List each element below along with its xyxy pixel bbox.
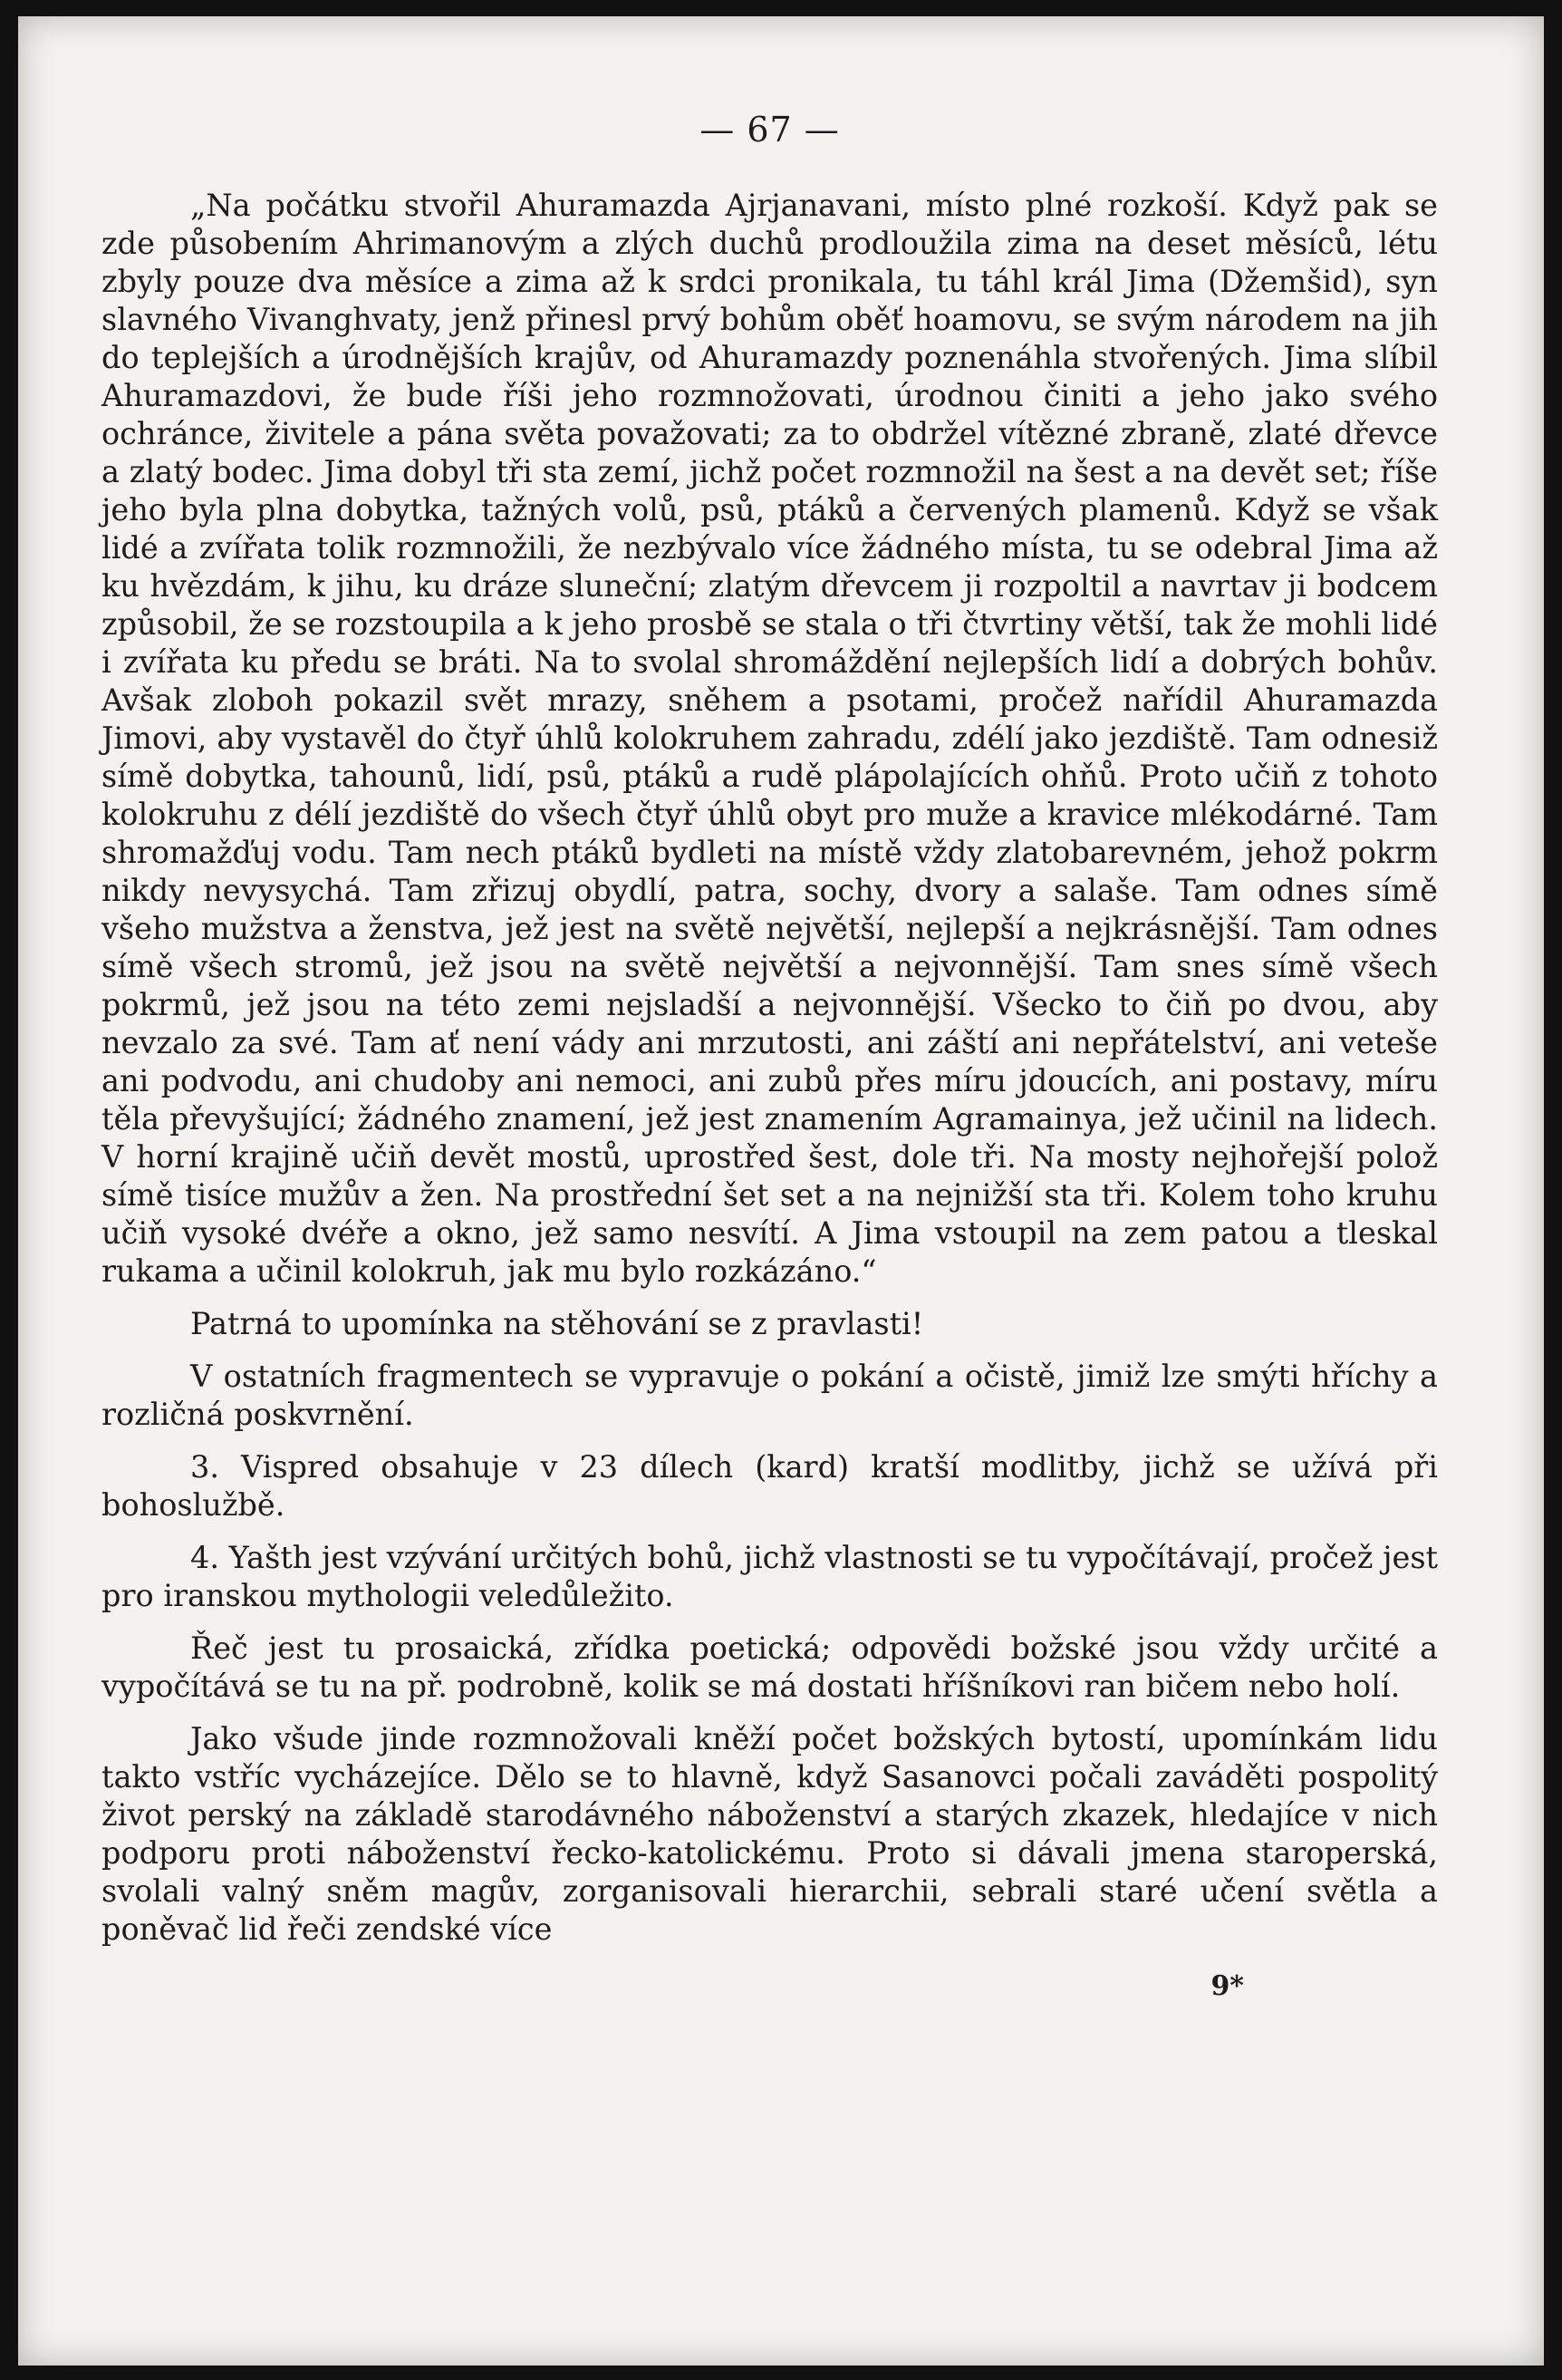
paragraph-yasth: 4. Yašth jest vzývání určitých bohů, jichž vlastnosti se tu vypočítávají, pročež jest pro iranskou mythologii veledůležito. (101, 1540, 1438, 1613)
paragraph-priests: Jako všude jinde rozmnožovali kněží počet božských bytostí, upomínkám lidu takto vstříc vycházejíce. Dělo se to hlavně, když Sasanovci počali zaváděti pospolitý život perský na základě starodávného náboženství a starých zkazek, hledajíce v nich podporu proti náboženství řecko-katolickému. Proto si dávali jmena staroperská, svolali valný sněm magův, zorganisovali hierarchii, sebrali staré učení světla a poněvač lid řeči zendské více (101, 1721, 1438, 1947)
paragraph-quote: „Na počátku stvořil Ahuramazda Ajrjanavani, místo plné rozkoší. Když pak se zde působením Ahrimanovým a zlých duchů prodloužila zima na deset měsíců, létu zbyly pouze dva měsíce a zima až k srdci pronikala, tu táhl král Jima (Džemšid), syn slavného Vivanghvaty, jenž přinesl prvý bohům oběť hoamovu, se svým národem na jih do teplejších a úrodnějších krajův, od Ahuramazdy poznenáhla stvořených. Jima slíbil Ahuramazdovi, že bude říši jeho rozmnožovati, úrodnou činiti a jeho jako svého ochránce, živitele a pána světa považovati; za to obdržel vítězné zbraně, zlaté dřevce a zlatý bodec. Jima dobyl tři sta zemí, jichž počet rozmnožil na šest a na devět set; říše jeho byla plna dobytka, tažných volů, psů, ptáků a červených plamenů. Když se však lidé a zvířata tolik rozmnožili, že nezbývalo více žádného místa, tu se odebral Jima až ku hvězdám, k jihu, ku dráze sluneční; zlatým dřevcem ji rozpoltil a navrtav ji bodcem způsobil, že se rozstoupila a k jeho prosbě se stala o tři čtvrtiny větší, tak že mohli lidé i zvířata ku předu se bráti. Na to svolal shromáždění nejlepších lidí a dobrých bohův. Avšak zloboh pokazil svět mrazy, sněhem a psotami, pročež nařídil Ahuramazda Jimovi, aby vystavěl do čtyř úhlů kolokruhem zahradu, zdélí jako jezdiště. Tam odnesiž símě dobytka, tahounů, lidí, psů, ptáků a rudě plápolajících ohňů. Proto učiň z tohoto kolokruhu z délí jezdiště do všech čtyř úhlů obyt pro muže a kravice mlékodárné. Tam shromažďuj vodu. Tam nech ptáků bydleti na místě vždy zlatobarevném, jehož pokrm nikdy nevysychá. Tam zřizuj obydlí, patra, sochy, dvory a salaše. Tam odnes símě všeho mužstva a ženstva, jež jest na světě největší, nejlepší a nejkrásnější. Tam odnes símě všech stromů, jež jsou na světě největší a nejvonnější. Tam snes símě všech pokrmů, jež jsou na této zemi nejsladší a nejvonnější. Všecko to čiň po dvou, aby nevzalo za své. Tam ať není vády ani mrzutosti, ani záští ani nepřátelství, ani veteše ani podvodu, ani chudoby ani nemoci, ani zubů přes míru jdoucích, ani postavy, míru těla převyšující; žádného znamení, jež jest znamením Agramainya, jež učinil na lidech. V horní krajině učiň devět mostů, uprostřed šest, dole tři. Na mosty nejhořejší polož símě tisíce mužův a žen. Na prostřední šet set a na nejnižší sta tři. Kolem toho kruhu učiň vysoké dvéře a okno, jež samo nesvítí. A Jima vstoupil na zem patou a tleskal rukama a učinil kolokruh, jak mu bylo rozkázáno.“ (101, 188, 1438, 1289)
signature-mark: 9* (1210, 1970, 1244, 2002)
book-page (18, 16, 1544, 2365)
page-number: — 67 — (699, 110, 840, 150)
paragraph-fragments: V ostatních fragmentech se vypravuje o pokání a očistě, jimiž lze smýti hříchy a rozličná poskvrnění. (101, 1359, 1438, 1432)
paragraph-speech: Řeč jest tu prosaická, zřídka poetická; odpovědi božské jsou vždy určité a vypočítává se tu na př. podrobně, kolik se má dostati hříšníkovi ran bičem nebo holí. (101, 1630, 1438, 1704)
paragraph-remark: Patrná to upomínka na stěhování se z pravlasti! (190, 1306, 924, 1341)
page-text-block (101, 98, 1438, 2005)
paragraph-vispred: 3. Vispred obsahuje v 23 dílech (kard) kratší modlitby, jichž se užívá při bohoslužbě. (101, 1449, 1438, 1523)
